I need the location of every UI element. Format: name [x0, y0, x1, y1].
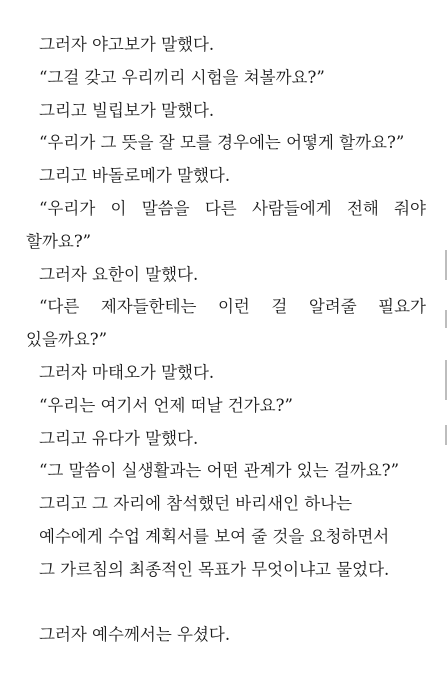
paragraph: “그걸 갖고 우리끼리 시험을 쳐볼까요?” [39, 67, 325, 87]
paragraph: “우리가 그 뜻을 잘 모를 경우에는 어떻게 할까요?” [39, 133, 405, 153]
paragraph: 그러자 요한이 말했다. [39, 264, 199, 284]
paragraph: 그러자 야고보가 말했다. [39, 35, 215, 54]
paragraph: “다른 제자들한테는 이런 걸 알려줄 필요가 있을까요?” [26, 297, 426, 350]
paragraph: 그리고 유다가 말했다. [39, 428, 199, 448]
page-edge-artifact [443, 250, 447, 450]
text-body [26, 29, 426, 652]
paragraph: 그러자 마태오가 말했다. [39, 362, 215, 382]
paragraph: “우리가 이 말씀을 다른 사람들에게 전해 줘야 할까요?” [26, 198, 426, 251]
paragraph: 예수에게 수업 계획서를 보여 줄 것을 요청하면서 [39, 526, 390, 546]
paragraph: “우리는 여기서 언제 떠날 건가요?” [39, 395, 293, 415]
paragraph: “그 말씀이 실생활과는 어떤 관계가 있는 걸까요?” [39, 461, 400, 481]
paragraph: 그 가르침의 최종적인 목표가 무엇이냐고 물었다. [39, 559, 390, 579]
closing-paragraph: 그러자 예수께서는 우셨다. [39, 625, 231, 645]
paragraph: 그리고 바돌로메가 말했다. [39, 166, 231, 186]
paragraph: 그리고 그 자리에 참석했던 바리새인 하나는 [39, 494, 353, 514]
paragraph: 그리고 빌립보가 말했다. [39, 100, 215, 120]
